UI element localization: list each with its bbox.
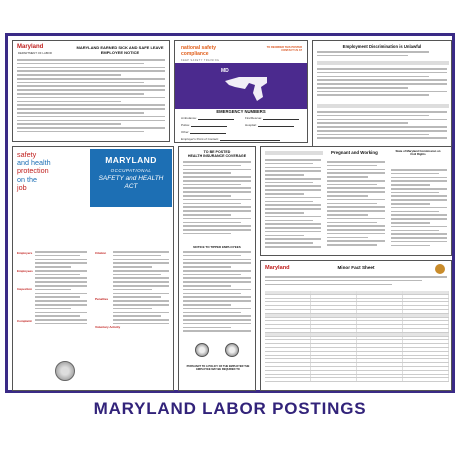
penalties-label: Penalties bbox=[95, 297, 109, 301]
contact-field[interactable]: Employer's Point of Contact: bbox=[181, 137, 280, 141]
ambulance-field[interactable]: Ambulance: bbox=[181, 116, 234, 120]
police-field[interactable]: Police: bbox=[181, 123, 227, 127]
section-bar bbox=[317, 104, 449, 108]
section-bar bbox=[317, 61, 449, 65]
minor-intro bbox=[265, 276, 447, 287]
act-name: SAFETY and HEALTH ACT bbox=[98, 175, 164, 190]
health-coverage-body bbox=[183, 161, 251, 237]
fire-field[interactable]: Fire/Rescue: bbox=[245, 116, 299, 120]
department-label: DEPARTMENT OF LABOR bbox=[18, 51, 52, 55]
state-seal-icon bbox=[55, 361, 75, 381]
inspection-label: Inspection bbox=[17, 287, 33, 291]
map-banner bbox=[175, 63, 307, 109]
hospital-field[interactable]: Hospital: bbox=[245, 123, 294, 127]
act-body-left bbox=[35, 251, 87, 327]
section-bar bbox=[265, 151, 323, 155]
discrimination-body-3 bbox=[317, 111, 447, 141]
seal-icon bbox=[195, 343, 209, 357]
other-field[interactable]: Other: bbox=[181, 130, 226, 134]
act-header bbox=[90, 149, 172, 207]
safety-health-act bbox=[12, 146, 174, 391]
employees-label: Employees bbox=[17, 269, 33, 273]
tipped-employees-body bbox=[183, 251, 251, 334]
poster-title: MARYLAND LABOR POSTINGS bbox=[93, 399, 367, 418]
pregnant-body-left bbox=[265, 159, 321, 250]
maryland-logo: Maryland bbox=[265, 265, 290, 271]
act-heading: MARYLAND bbox=[105, 155, 157, 165]
act-subheading: OCCUPATIONAL bbox=[110, 168, 152, 173]
reorder-text: TO REORDER THIS POSTER CONTACT US AT bbox=[266, 46, 302, 53]
employers-label: Employers bbox=[17, 251, 33, 255]
emergency-title: EMERGENCY NUMBERS bbox=[216, 109, 266, 114]
voluntary-label: Voluntary Activity bbox=[95, 325, 121, 329]
emblem-icon bbox=[435, 264, 445, 274]
minor-fact-sheet bbox=[260, 260, 452, 391]
sick-leave-notice bbox=[12, 40, 170, 142]
maryland-map-icon bbox=[223, 71, 271, 105]
discrimination-body-1 bbox=[317, 51, 447, 59]
pregnant-body-mid bbox=[327, 161, 385, 248]
state-badge: MD bbox=[221, 68, 229, 74]
sick-leave-body bbox=[17, 59, 165, 135]
citation-label: Citation bbox=[95, 251, 107, 255]
complaint-label: Complaint bbox=[17, 319, 32, 323]
employer-policy-text: PURSUANT TO A POLICY OF THE EMPLOYER THE EMPLOYEE MAY BE REQUIRED TO bbox=[186, 365, 250, 372]
minor-title: Minor Fact Sheet bbox=[337, 265, 375, 270]
pregnant-body-right bbox=[391, 169, 447, 248]
brand-tagline: KEEP SAFETY TRAINING bbox=[181, 59, 220, 62]
pregnant-working-notice bbox=[260, 146, 452, 256]
safety-compliance-panel bbox=[174, 40, 308, 143]
safety-side-text: safety and health protection on the job bbox=[17, 150, 51, 192]
health-coverage-title: TO BE POSTED HEALTH INSURANCE COVERAGE bbox=[187, 150, 247, 159]
tipped-employees-title: NOTICE TO TIPPED EMPLOYEES bbox=[193, 245, 241, 249]
minor-hours-table bbox=[265, 291, 449, 382]
agency-name: State of Maryland Commission on Civil Rights bbox=[395, 149, 441, 157]
maryland-logo: Maryland bbox=[17, 44, 44, 50]
pregnant-title: Pregnant and Working bbox=[331, 150, 378, 155]
labor-poster bbox=[5, 33, 455, 393]
tip-notice bbox=[178, 146, 256, 391]
discrimination-body-2 bbox=[317, 68, 447, 98]
brand-name: national safety compliance bbox=[181, 45, 217, 57]
act-body-right bbox=[113, 251, 169, 327]
discrimination-title: Employment Discrimination is Unlawful bbox=[342, 44, 422, 49]
sick-leave-title: MARYLAND EARNED SICK AND SAFE LEAVE EMPLOYEE NOTICE bbox=[76, 45, 164, 55]
seal-icon bbox=[225, 343, 239, 357]
